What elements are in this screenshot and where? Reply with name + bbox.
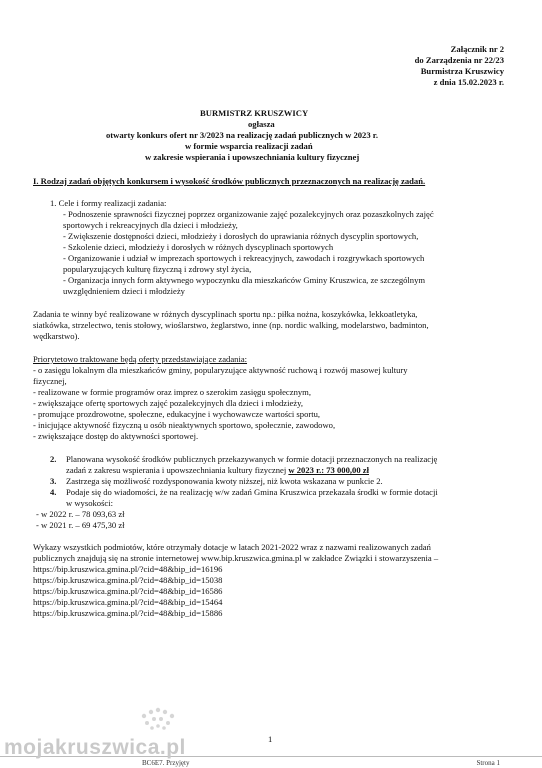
point-4-line: Podaje się do wiadomości, że na realizację w/w zadań Gmina Kruszwica przekazała środki w formie dotacji [66, 487, 438, 497]
goals-line: - Organizowanie i udział w imprezach sportowych i rekreacyjnych, zawodach i rozgrywkach sportowych [63, 253, 425, 263]
priority-line: - realizowane w formie programów oraz imprez o szerokim zasięgu społecznym, [33, 387, 311, 397]
goals-line: - Podnoszenie sprawności fizycznej poprzez organizowanie zajęć pozalekcyjnych oraz pozaszkolnych zajęć [63, 209, 434, 219]
title-form: w formie wsparcia realizacji zadań [185, 141, 313, 151]
annex-label: Załącznik nr 2 [450, 44, 504, 54]
footer-page-label: Strona 1 [476, 759, 500, 767]
watermark-text: mojakruszwica.pl [4, 736, 186, 759]
amount-2022: - w 2022 r. – 78 093,63 zł [36, 509, 125, 519]
point-2-line: Planowana wysokość środków publicznych przekazywanych w formie dotacji przeznaczonych na realizację [66, 454, 438, 464]
footer-document-id: BC6E7. Przyjęty [142, 759, 190, 767]
goals-line: sportowych i rekreacyjnych dla dzieci i młodzieży, [63, 220, 238, 230]
point-2-line: zadań z zakresu wspierania i upowszechniania kultury fizycznej w 2023 r.: 73 000,00 zł [66, 465, 369, 475]
section-1-heading: I. Rodzaj zadań objętych konkursem i wysokość środków publicznych przeznaczonych na realizację zadań. [33, 176, 426, 186]
planned-amount: w 2023 r.: 73 000,00 zł [288, 465, 369, 475]
title-contest: otwarty konkurs ofert nr 3/2023 na realizację zadań publicznych w 2023 r. [106, 130, 378, 140]
watermark-logo-icon [134, 706, 184, 738]
point-4-line: w wysokości: [66, 498, 114, 508]
goals-line: - Organizacja innych form aktywnego wypoczynku dla mieszkańców Gminy Kruszwica, ze szczególnym [63, 275, 426, 285]
point-2-number: 2. [50, 454, 57, 464]
goals-line: - Szkolenie dzieci, młodzieży i dorosłych w różnych dyscyplinach sportowych [63, 242, 334, 252]
title-announces: ogłasza [248, 119, 275, 129]
disciplines-line: wędkarstwo). [33, 331, 80, 341]
page-number: 1 [268, 734, 273, 744]
regulation-ref: do Zarządzenia nr 22/23 [414, 55, 504, 65]
issuer-ref: Burmistrza Kruszwicy [420, 66, 504, 76]
date-ref: z dnia 15.02.2023 r. [433, 77, 504, 87]
priority-line: - zwiększające ofertę sportowych zajęć pozalekcyjnych dla dzieci i młodzieży, [33, 398, 304, 408]
disciplines-line: Zadania te winny być realizowane w różnych dyscyplinach sportu np.: piłka nożna, koszykówka, lekkoatletyka, [33, 309, 418, 319]
goals-line: popularyzujących kulturę fizyczną i zdrowy styl życia, [63, 264, 252, 274]
bip-link[interactable]: https://bip.kruszwica.gmina.pl/?cid=48&bip_id=15038 [33, 575, 223, 585]
priority-line: - zwiększające dostęp do aktywności sportowej. [33, 431, 199, 441]
point-3-line: Zastrzega się możliwość rozdysponowania kwoty niższej, niż kwota wskazana w punkcie 2. [66, 476, 383, 486]
bip-link[interactable]: https://bip.kruszwica.gmina.pl/?cid=48&bip_id=15886 [33, 608, 223, 618]
priority-line: fizycznej, [33, 376, 67, 386]
title-issuer: BURMISTRZ KRUSZWICY [200, 108, 309, 118]
bip-link[interactable]: https://bip.kruszwica.gmina.pl/?cid=48&bip_id=15464 [33, 597, 223, 607]
title-scope: w zakresie wspierania i upowszechniania kultury fizycznej [145, 152, 360, 162]
point-4-number: 4. [50, 487, 57, 497]
bip-link[interactable]: https://bip.kruszwica.gmina.pl/?cid=48&bip_id=16196 [33, 564, 223, 574]
point-3-number: 3. [50, 476, 57, 486]
priority-line: - inicjujące aktywność fizyczną u osób nieaktywnych sportowo, społecznie, zawodowo, [33, 420, 336, 430]
priority-heading: Priorytetowo traktowane będą oferty przedstawiające zadania: [33, 354, 248, 364]
goals-line: uwzględnieniem dzieci i młodzieży [63, 286, 185, 296]
disciplines-line: siatkówka, strzelectwo, tenis stołowy, wioślarstwo, żeglarstwo, inne (np. nordic walking, modelarstwo, badminton, [33, 320, 429, 330]
priority-line: - o zasięgu lokalnym dla mieszkańców gminy, popularyzujące aktywność ruchową i rozwój masowej kultury [33, 365, 408, 375]
list-info-line: publicznych znajdują się na stronie internetowej www.bip.kruszwica.gmina.pl w zakładce Związki i stowarzyszenia – [33, 553, 439, 563]
goals-line: - Zwiększenie dostępności dzieci, młodzieży i dorosłych do uprawiania różnych dyscyplin sportowych, [63, 231, 419, 241]
bip-link[interactable]: https://bip.kruszwica.gmina.pl/?cid=48&bip_id=16586 [33, 586, 223, 596]
list-info-line: Wykazy wszystkich podmiotów, które otrzymały dotacje w latach 2021-2022 wraz z nazwami realizowanych zadań [33, 542, 431, 552]
amount-2021: - w 2021 r. – 69 475,30 zł [36, 520, 125, 530]
priority-line: - promujące prozdrowotne, społeczne, edukacyjne i wychowawcze wartości sportu, [33, 409, 321, 419]
goals-intro: 1. Cele i formy realizacji zadania: [50, 198, 167, 208]
